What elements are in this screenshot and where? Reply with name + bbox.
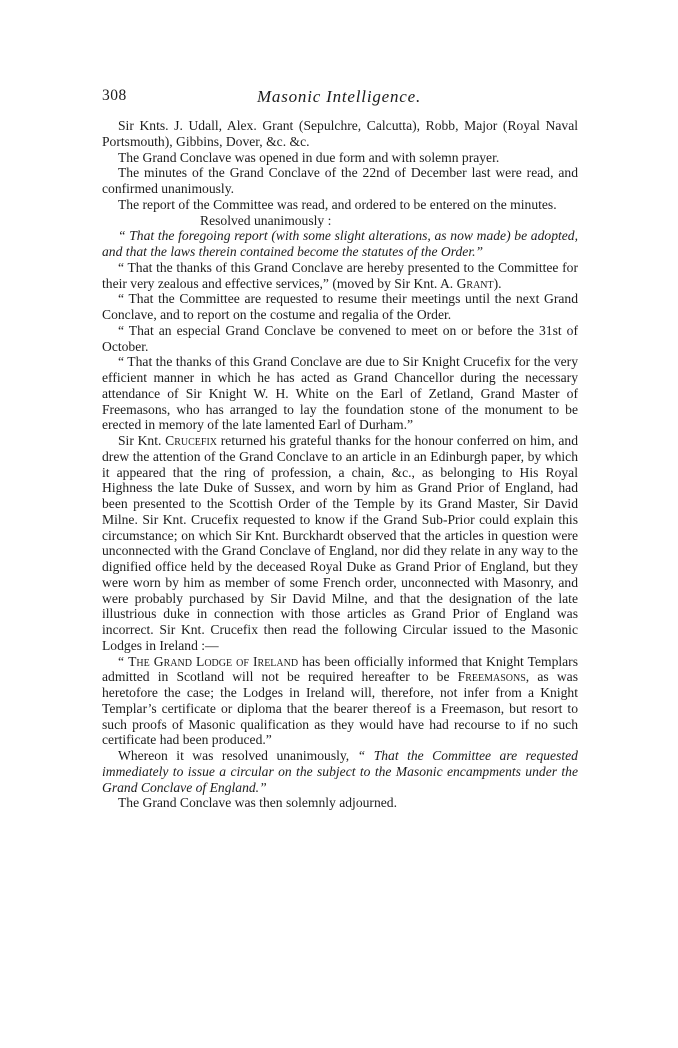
resolution-committee-meetings: “ That the Committee are requested to resume their meetings until the next Grand Conclave, and to report on the costume and regalia of the Order. [102,291,578,322]
irish-circular-paragraph [102,654,578,749]
running-title: Masonic Intelligence. [256,87,422,106]
final-resolution-start: Whereon it was resolved unanimously, [118,748,358,763]
report-paragraph: The report of the Committee was read, and ordered to be entered on the minutes. [118,196,557,212]
crucefix-paragraph-start: Sir Knt. [118,433,166,448]
final-resolution-paragraph [102,748,578,795]
resolution-statutes-text: “ That the foregoing report (with some slight alterations, as now made) be adopted, and that the laws therein contained become the statutes of the Order.” [102,228,578,259]
irish-circular-text-2: , as was heretofore the case; the Lodges in Ireland will, therefore, not infer from a Knight Templar’s certificate or diploma that the bearer thereof is a Freemason, but resort to such proofs of Masonic qualification as they would have had recourse to if no such certificate had been produced.” [102,669,578,748]
crucefix-name: Crucefix [165,433,218,448]
minutes-paragraph: The minutes of the Grand Conclave of the 22nd of December last were read, and confirmed unanimously. [102,165,578,196]
resolution-statutes [102,228,578,260]
mover-name: Grant [456,275,494,291]
opening-paragraph: The Grand Conclave was opened in due form and with solemn prayer. [118,149,500,165]
freemasons-term: Freemasons [457,669,526,685]
resolution-thanks-committee-end: ). [493,275,502,291]
resolution-thanks-committee-text: “ That the thanks of this Grand Conclave are hereby presented to the Committee for their very zealous and effective services,” (moved by Sir Knt. A. [102,259,578,291]
resolution-thanks-committee [102,260,578,292]
grand-lodge-of-ireland: The Grand Lodge of Ireland [128,653,299,669]
resolved-heading: Resolved unanimously : [200,212,332,228]
page-number: 308 [102,87,127,104]
irish-circular-open-quote: “ [118,653,129,669]
attendees-paragraph: Sir Knts. J. Udall, Alex. Grant (Sepulchre, Calcutta), Robb, Major (Royal Naval Portsmouth), Gibbins, Dover, &c. &c. [102,118,578,149]
crucefix-paragraph-text: returned his grateful thanks for the honour conferred on him, and drew the attention of the Grand Conclave to an article in an Edinburgh paper, by which it appeared that the ring of profession, a chain, &c., as belonging to His Royal Highness the late Duke of Sussex, and worn by him as Grand Prior of England, had been presented to the Scottish Order of the Temple by its Grand Master, Sir David Milne. Sir Knt. Crucefix requested to know if the Grand Sub-Prior could explain this circumstance; on which Sir Knt. Burckhardt observed that the articles in question were unconnected with the Grand Conclave of England, nor did they relate in any way to the dignified office held by the deceased Royal Duke as Grand Prior of England, but they were worn by him as member of some French order, unconnected with Masonry, and were probably purchased by Sir David Milne, and that the designation of the late illustrious duke in connection with those articles as Grand Prior of England was incorrect. Sir Knt. Crucefix then read the following Circular issued to the Masonic Lodges in Ireland :— [102,433,578,653]
adjournment-paragraph: The Grand Conclave was then solemnly adjourned. [118,795,397,811]
crucefix-paragraph [102,433,578,654]
body-text [102,118,578,811]
final-resolution-quote: “ That the Committee are requested immediately to issue a circular on the subject to the Masonic encampments under the Grand Conclave of England.” [102,748,578,795]
irish-circular-text-1: has been officially informed that Knight Templars admitted in Scotland will not be required hereafter to be [102,653,579,685]
resolution-thanks-crucefix: “ That the thanks of this Grand Conclave are due to Sir Knight Crucefix for the very efficient manner in which he has acted as Grand Chancellor during the necessary attendance of Sir Knight W. H. White on the Earl of Zetland, Grand Master of Freemasons, who has arranged to lay the foundation stone of the monument to be erected in memory of the late lamented Earl of Durham.” [102,354,578,433]
resolution-especial-conclave: “ That an especial Grand Conclave be convened to meet on or before the 31st of October. [102,322,578,354]
page-header [102,87,576,111]
